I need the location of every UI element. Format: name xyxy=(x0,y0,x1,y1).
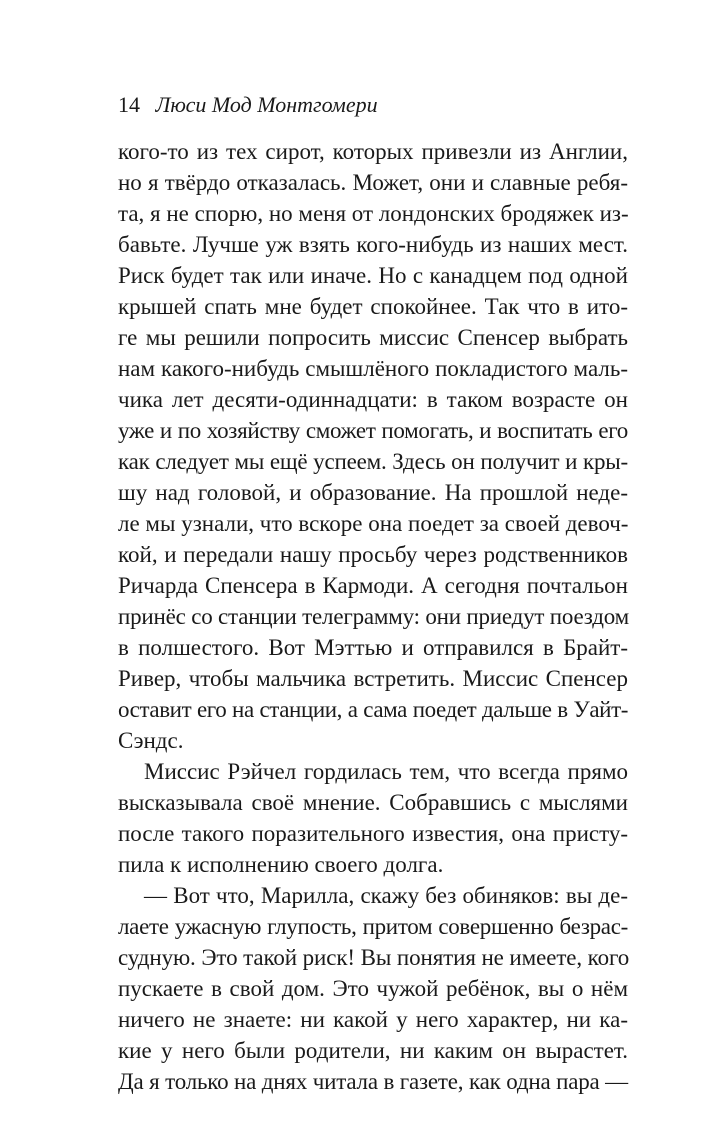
text-line: Да я только на днях читала в газете, как одна пара — xyxy=(118,1069,628,1094)
text-line: как следует мы ещё успеем. Здесь он получит и кры- xyxy=(118,449,628,474)
text-line: Сэндс. xyxy=(118,728,184,753)
text-line: принёс со станции телеграмму: они приедут поездом xyxy=(118,604,629,629)
text-line: бавьте. Лучше уж взять кого-нибудь из наших мест. xyxy=(118,232,628,257)
text-line: кого-то из тех сирот, которых привезли из Англии, xyxy=(118,139,628,164)
page-number: 14 xyxy=(118,92,140,117)
text-line: судную. Это такой риск! Вы понятия не имеете, кого xyxy=(118,945,630,970)
text-line: после такого поразительного известия, она присту- xyxy=(118,821,628,846)
running-head xyxy=(118,91,378,119)
text-line: в полшестого. Вот Мэттью и отправился в Брайт- xyxy=(118,635,628,660)
text-line: высказывала своё мнение. Собравшись с мыслями xyxy=(118,790,628,815)
text-line: Миссис Рэйчел гордилась тем, что всегда прямо xyxy=(144,759,628,784)
text-line: ле мы узнали, что вскоре она поедет за своей девоч- xyxy=(118,511,629,536)
text-line: крышей спать мне будет спокойнее. Так что в ито- xyxy=(118,294,628,319)
body-text xyxy=(118,136,628,1097)
text-line: пила к исполнению своего долга. xyxy=(118,852,444,877)
text-line: ге мы решили попросить миссис Спенсер выбрать xyxy=(118,325,628,350)
text-line: — Вот что, Марилла, скажу без обиняков: вы де- xyxy=(144,883,628,908)
text-line: та, я не спорю, но меня от лондонских бродяжек из- xyxy=(118,201,629,226)
text-line: шу над головой, и образование. На прошлой неде- xyxy=(118,480,628,505)
text-line: Риск будет так или иначе. Но с канадцем под одной xyxy=(118,263,628,288)
text-line: оставит его на станции, а сама поедет дальше в Уайт- xyxy=(118,697,628,722)
text-line: лаете ужасную глупость, притом совершенно безрас- xyxy=(118,914,628,939)
text-line: чика лет десяти-одиннадцати: в таком возрасте он xyxy=(118,387,628,412)
text-line: пускаете в свой дом. Это чужой ребёнок, вы о нём xyxy=(118,976,628,1001)
text-line: Ричарда Спенсера в Кармоди. А сегодня почтальон xyxy=(118,573,628,598)
text-line: ничего не знаете: ни какой у него характер, ни ка- xyxy=(118,1007,628,1032)
text-line: уже и по хозяйству сможет помогать, и воспитать его xyxy=(118,418,628,443)
text-line: но я твёрдо отказалась. Может, они и славные ребя- xyxy=(118,170,628,195)
running-head-author: Люси Мод Монтгомери xyxy=(155,92,378,117)
text-line: кой, и передали нашу просьбу через родственников xyxy=(118,542,628,567)
text-line: Ривер, чтобы мальчика встретить. Миссис Спенсер xyxy=(118,666,628,691)
text-line: кие у него были родители, ни каким он вырастет. xyxy=(118,1038,628,1063)
text-line: нам какого-нибудь смышлёного покладистого маль- xyxy=(118,356,628,381)
